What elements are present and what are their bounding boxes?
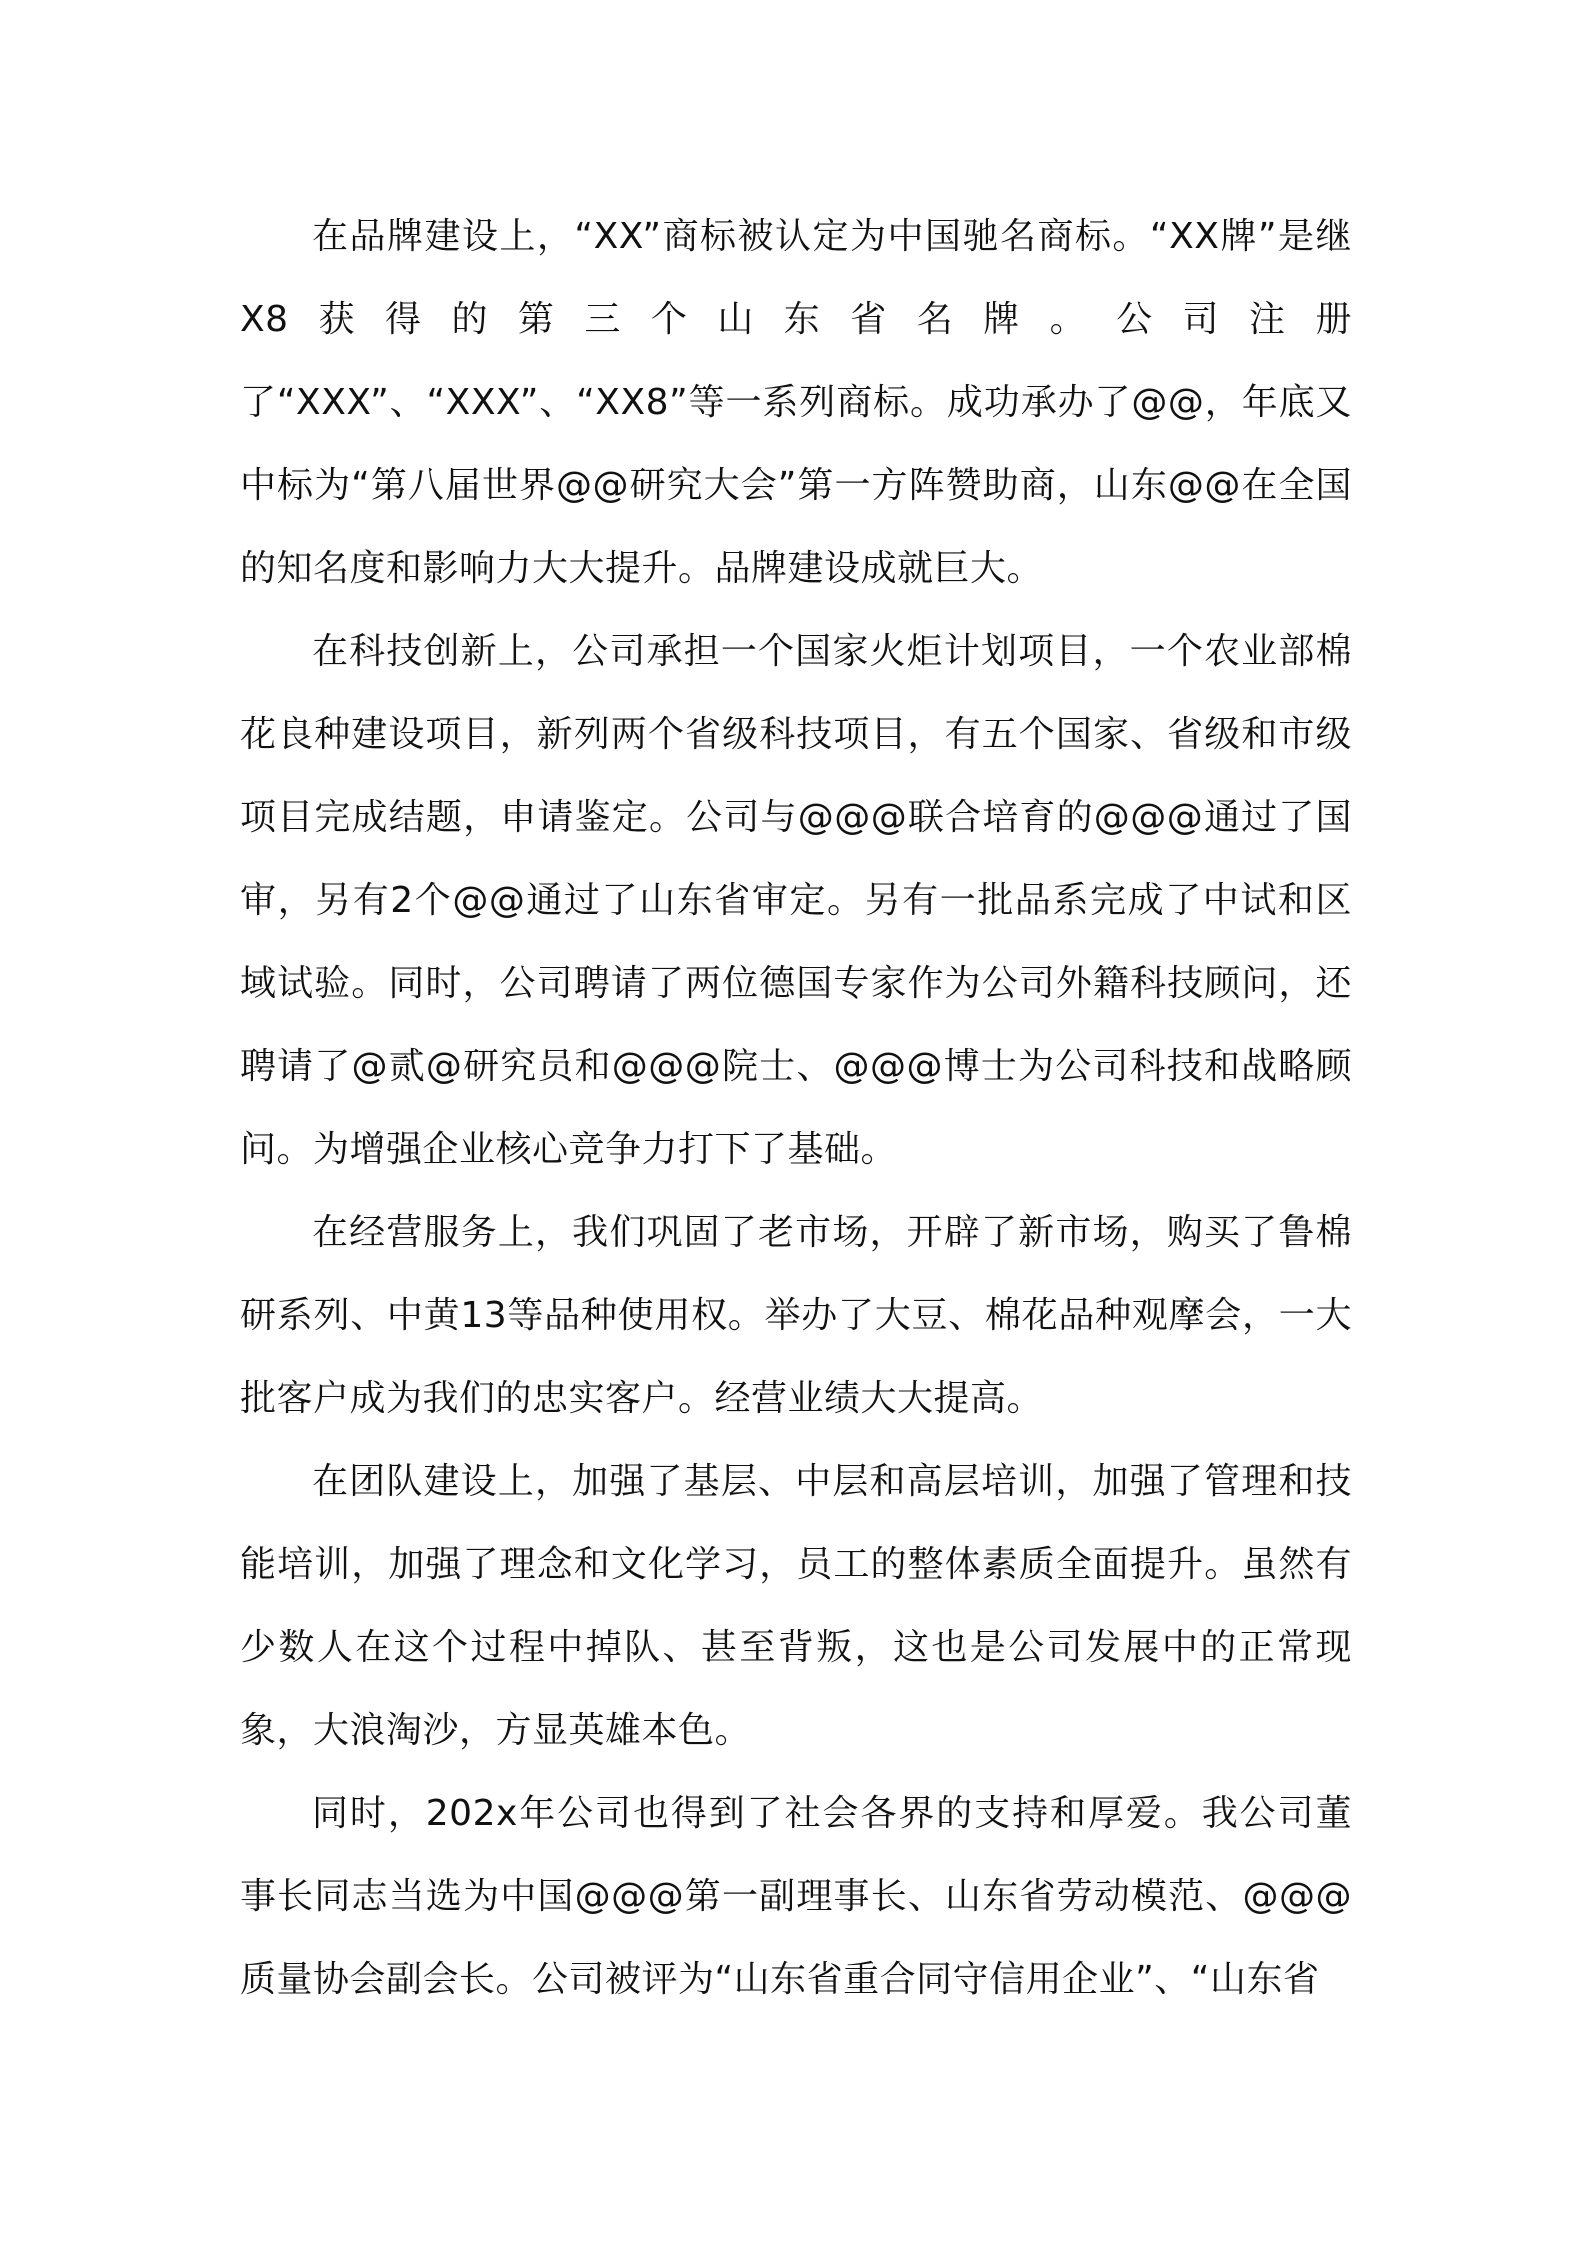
paragraph-tech-innovation: 在科技创新上，公司承担一个国家火炬计划项目，一个农业部棉花良种建设项目，新列两个省级科技项目，有五个国家、省级和市级项目完成结题，申请鉴定。公司与@@@联合培育的@@@通过了国审，另有2个@@通过了山东省审定。另有一批品系完成了中试和区域试验。同时，公司聘请了两位德国专家作为公司外籍科技顾问，还聘请了@贰@研究员和@@@院士、@@@博士为公司科技和战略顾问。为增强企业核心竞争力打下了基础。 <box>240 631 1352 1170</box>
paragraph-social-recognition: 同时，202x年公司也得到了社会各界的支持和厚爱。我公司董事长同志当选为中国@@@第一副理事长、山东省劳动模范、@@@质量协会副会长。公司被评为“山东省重合同守信用企业”、“山东省 <box>240 1793 1352 2000</box>
paragraph-team-building: 在团队建设上，加强了基层、中层和高层培训，加强了管理和技能培训，加强了理念和文化学习，员工的整体素质全面提升。虽然有少数人在这个过程中掉队、甚至背叛，这也是公司发展中的正常现象，大浪淘沙，方显英雄本色。 <box>240 1461 1352 1751</box>
paragraph-brand-building: 在品牌建设上，“XX”商标被认定为中国驰名商标。“XX牌”是继X8获得的第三个山东省名牌。公司注册了“XXX”、“XXX”、“XX8”等一系列商标。成功承办了@@，年底又中标为“第八届世界@@研究大会”第一方阵赞助商，山东@@在全国的知名度和影响力大大提升。品牌建设成就巨大。 <box>240 216 1352 589</box>
document-body <box>240 195 1352 2021</box>
paragraph-business-service: 在经营服务上，我们巩固了老市场，开辟了新市场，购买了鲁棉研系列、中黄13等品种使用权。举办了大豆、棉花品种观摩会，一大批客户成为我们的忠实客户。经营业绩大大提高。 <box>240 1212 1352 1419</box>
